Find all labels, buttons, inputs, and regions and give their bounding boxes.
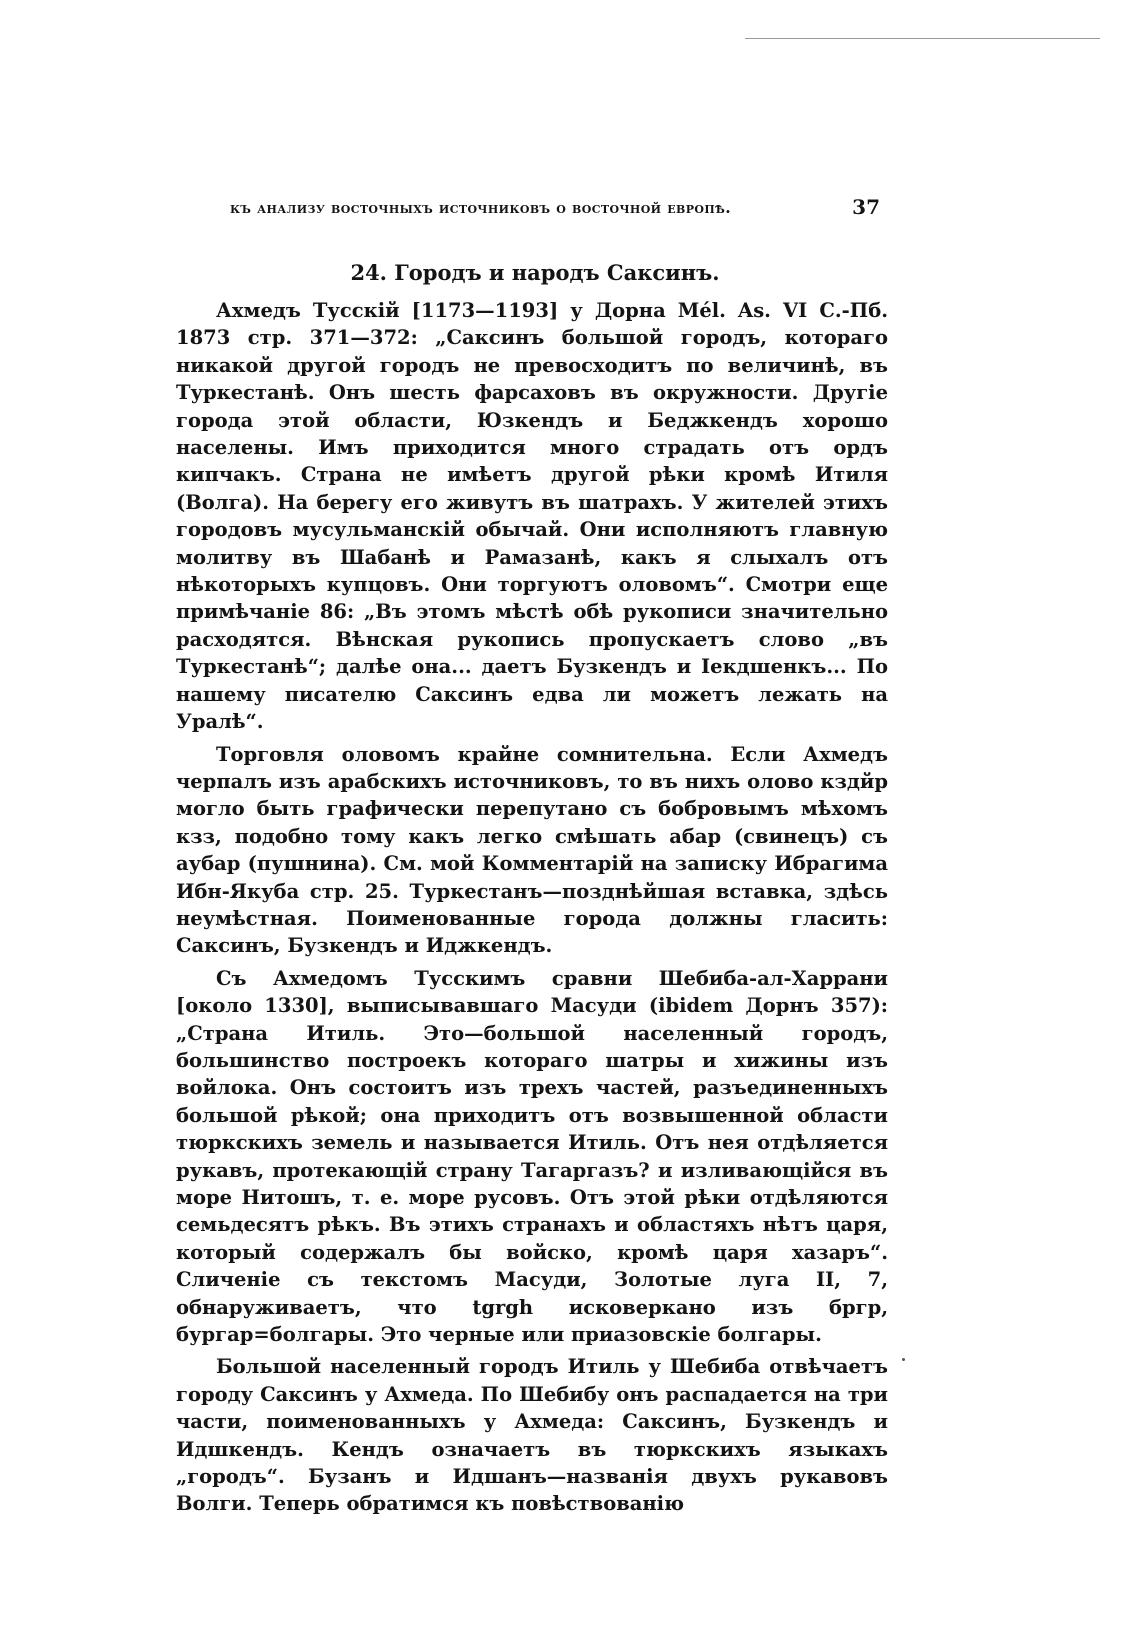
paragraph-tin-trade: Торговля оловомъ крайне сомнительна. Если Ахмедъ черпалъ изъ арабскихъ источниковъ, то въ нихъ олово кздйр могло быть графически перепутано съ бобровымъ мѣхомъ кзз, подобно тому какъ легко смѣшать абар (свинецъ) съ аубар (пушнина). См. мой Комментарій на записку Ибрагима Ибн-Якуба стр. 25. Туркестанъ—позднѣйшая вставка, здѣсь неумѣстная. Поименованные города должны гласить: Саксинъ, Бузкендъ и Иджкендъ. <box>176 742 888 958</box>
page-number: 37 <box>852 195 880 219</box>
top-margin-rule <box>745 38 1100 39</box>
section-heading: 24. Городъ и народъ Саксинъ. <box>350 260 720 285</box>
running-head-title: къ анализу восточныхъ источниковъ о восточной европѣ. <box>230 198 732 217</box>
print-speck <box>902 1358 905 1361</box>
running-head <box>230 195 880 221</box>
paragraph-itil-city: Большой населенный городъ Итиль у Шебиба отвѣчаетъ городу Саксинъ у Ахмеда. По Шебибу онъ распадается на три части, поименованныхъ у Ахмеда: Саксинъ, Бузкендъ и Идшкендъ. Кендъ означаетъ въ тюркскихъ языкахъ „городъ“. Бузанъ и Идшанъ—названія двухъ рукавовъ Волги. Теперь обратимся къ повѣствованію <box>176 1355 888 1516</box>
paragraph-shebib: Съ Ахмедомъ Тусскимъ сравни Шебиба-ал-Харрани [около 1330], выписывавшаго Масуди (ibidem Дорнъ 357): „Страна Итиль. Это—большой населенный городъ, большинство построекъ котораго шатры и хижины изъ войлока. Онъ состоитъ изъ трехъ частей, разъединенныхъ большой рѣкой; она приходитъ отъ возвышенной области тюркскихъ земель и называется Итиль. Отъ нея отдѣляется рукавъ, протекающій страну Тагаргазъ? и изливающійся въ море Нитошъ, т. е. море русовъ. Отъ этой рѣки отдѣляются семьдесятъ рѣкъ. Въ этихъ странахъ и областяхъ нѣтъ царя, который содержалъ бы войско, кромѣ царя хазаръ“. Сличеніе съ текстомъ Масуди, Золотые луга II, 7, обнаруживаетъ, что tgrgh исковеркано изъ бргр, бургар=болгары. Это черные или приазовскіе болгары. <box>176 966 888 1347</box>
body-text <box>176 297 888 1518</box>
paragraph-ahmed-tussky: Ахмедъ Тусскій [1173—1193] у Дорна Mél. As. VI С.-Пб. 1873 стр. 371—372: „Саксинъ большой городъ, котораго никакой другой городъ не превосходитъ по величинѣ, въ Туркестанѣ. Онъ шесть фарсаховъ въ окружности. Другіе города этой области, Юзкендъ и Беджкендъ хорошо населены. Имъ приходится много страдать отъ ордъ кипчакъ. Страна не имѣетъ другой рѣки кромѣ Итиля (Волга). На берегу его живутъ въ шатрахъ. У жителей этихъ городовъ мусульманскій обычай. Они исполняютъ главную молитву въ Шабанѣ и Рамазанѣ, какъ я слыхалъ отъ нѣкоторыхъ купцовъ. Они торгуютъ оловомъ“. Смотри еще примѣчаніе 86: „Въ этомъ мѣстѣ обѣ рукописи значительно расходятся. Вѣнская рукопись пропускаетъ слово „въ Туркестанѣ“; далѣе она... даетъ Бузкендъ и Іекдшенкъ... По нашему писателю Саксинъ едва ли можетъ лежать на Уралѣ“. <box>176 299 888 734</box>
